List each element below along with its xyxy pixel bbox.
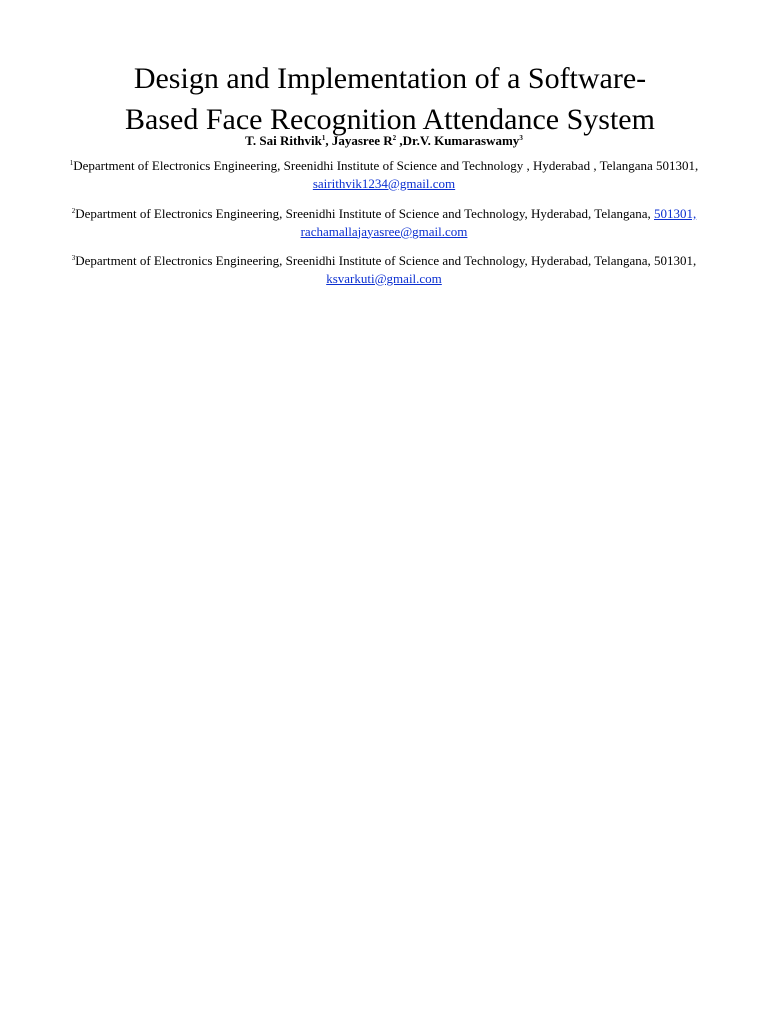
- affiliation-line: [30, 205, 738, 223]
- title-line-2: Based Face Recognition Attendance System: [125, 103, 655, 137]
- affiliation-mark: 3: [71, 254, 76, 262]
- affiliation-email-line: [30, 175, 738, 193]
- affiliation-1: [30, 157, 738, 192]
- email-link[interactable]: ksvarkuti@gmail.com: [326, 270, 442, 286]
- paper-title: [60, 58, 720, 140]
- author-affil-mark: 1: [321, 134, 326, 142]
- affiliation-email-line: [30, 270, 738, 288]
- email-link[interactable]: sairithvik1234@gmail.com: [312, 175, 456, 191]
- affiliation-email-line: [30, 223, 738, 241]
- email-link[interactable]: rachamallajayasree@gmail.com: [300, 223, 468, 239]
- author-affil-mark: 3: [519, 134, 523, 142]
- affiliation-line: [30, 252, 738, 270]
- affiliation-mark: 2: [71, 207, 76, 215]
- affiliation-2: [30, 205, 738, 240]
- author-affil-mark: 2: [392, 134, 397, 142]
- affiliation-mark: 1: [69, 159, 74, 167]
- author-separator: ,: [396, 133, 403, 148]
- author-separator: ,: [325, 133, 332, 148]
- affiliation-line: [30, 157, 738, 175]
- author-name: T. Sai Rithvik: [245, 133, 322, 148]
- author-list: [40, 133, 728, 149]
- affiliation-text: Department of Electronics Engineering, Sreenidhi Institute of Science and Technology, Hyderabad, Telangana, 501301,: [75, 253, 697, 268]
- affiliation-text: Department of Electronics Engineering, Sreenidhi Institute of Science and Technology, Hyderabad, Telangana,: [75, 206, 655, 221]
- author-name: Dr.V. Kumaraswamy: [402, 133, 520, 148]
- author-name: Jayasree R: [331, 133, 393, 148]
- title-line-1: Design and Implementation of a Software-: [133, 62, 647, 96]
- postcode-link[interactable]: 501301,: [654, 206, 697, 221]
- affiliation-3: [30, 252, 738, 287]
- affiliation-text: Department of Electronics Engineering, Sreenidhi Institute of Science and Technology , Hyderabad , Telangana 501301,: [73, 158, 699, 173]
